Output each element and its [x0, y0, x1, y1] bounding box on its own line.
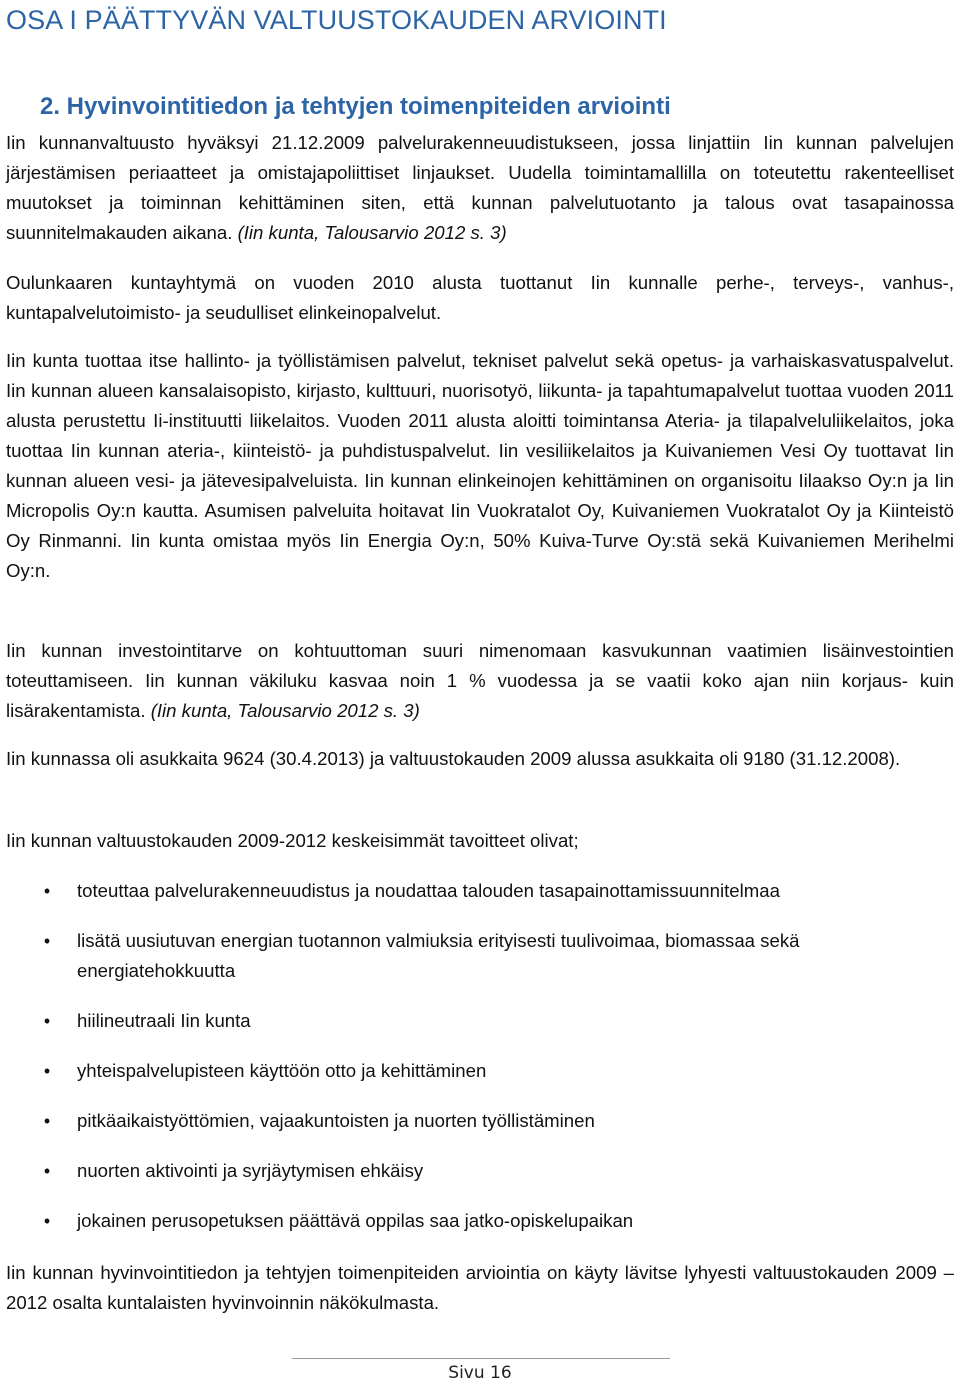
list-item-text: hiilineutraali Iin kunta	[77, 1010, 251, 1031]
paragraph-conclusion: Iin kunnan hyvinvointitiedon ja tehtyjen toimenpiteiden arviointia on käyty lävitse lyhyesti valtuustokauden 2009 – 2012 osalta kuntalaisten hyvinvoinnin näkökulmasta.	[6, 1262, 954, 1313]
page-title: OSA I PÄÄTTYVÄN VALTUUSTOKAUDEN ARVIOINTI	[6, 5, 667, 35]
bullet-icon: •	[43, 1111, 51, 1131]
page-number: Sivu 16	[448, 1363, 512, 1383]
bullet-icon: •	[43, 1161, 51, 1181]
list-item-text: lisätä uusiutuvan energian tuotannon valmiuksia erityisesti tuulivoimaa, biomassaa sekä energiatehokkuutta	[77, 930, 800, 981]
section-heading: 2. Hyvinvointitiedon ja tehtyjen toimenpiteiden arviointi	[40, 93, 671, 120]
bullet-icon: •	[43, 881, 51, 901]
paragraph-population: Iin kunnassa oli asukkaita 9624 (30.4.2013) ja valtuustokauden 2009 alussa asukkaita oli 9180 (31.12.2008).	[6, 748, 901, 769]
paragraph-oulunkaari: Oulunkaaren kuntayhtymä on vuoden 2010 alusta tuottanut Iin kunnalle perhe-, terveys-, vanhus-, kuntapalvelutoimisto- ja seudulliset elinkeinopalvelut.	[6, 272, 954, 323]
list-item-text: nuorten aktivointi ja syrjäytymisen ehkäisy	[77, 1160, 424, 1181]
paragraph-investments	[6, 636, 954, 726]
bullet-icon: •	[43, 1211, 51, 1231]
list-item-text: jokainen perusopetuksen päättävä oppilas saa jatko-opiskelupaikan	[77, 1210, 634, 1231]
citation: (Iin kunta, Talousarvio 2012 s. 3)	[150, 700, 420, 721]
list-item-text: pitkäaikaistyöttömien, vajaakuntoisten ja nuorten työllistäminen	[77, 1110, 595, 1131]
paragraph-services: Iin kunta tuottaa itse hallinto- ja työllistämisen palvelut, tekniset palvelut sekä opetus- ja varhaiskasvatuspalvelut. Iin kunnan alueen kansalaisopisto, kirjasto, kulttuuri, nuorisotyö, liikunta- ja tapahtumapalvelut tuottaa vuoden 2011 alusta perustettu Ii-instituutti liikelaitos. Vuoden 2011 alusta aloitti toimintansa Ateria- ja tilapalveluliikelaitos, joka tuottaa Iin kunnan ateria-, kiinteistö- ja puhdistuspalvelut. Iin vesiliikelaitos ja Kuivaniemen Vesi Oy tuottavat Iin kunnan alueen vesi- ja jätevesipalveluista. Iin kunnan elinkeinojen kehittäminen on organisoitu Iilaakso Oy:n ja Iin Micropolis Oy:n kautta. Asumisen palveluita hoitavat Iin Vuokratalot Oy, Kuivaniemen Vuokratalot Oy ja Kiinteistö Oy Rinmanni. Iin kunta omistaa myös Iin Energia Oy:n, 50% Kuiva-Turve Oy:stä sekä Kuivaniemen Merihelmi Oy:n.	[6, 350, 954, 581]
footer-divider	[292, 1358, 670, 1359]
paragraph-investments-text: Iin kunnan investointitarve on kohtuuttoman suuri nimenomaan kasvukunnan vaatimien lisäinvestointien toteuttamiseen. Iin kunnan väkiluku kasvaa noin 1 % vuodessa ja se vaatii koko ajan niin korjaus- kuin lisärakentamista.	[6, 640, 954, 721]
paragraph-reform-text: Iin kunnanvaltuusto hyväksyi 21.12.2009 palvelurakenneuudistukseen, jossa linjattiin Iin kunnan palvelujen järjestämisen periaatteet ja omistajapoliittiset linjaukset. Uudella toimintamallilla on toteutettu rakenteelliset muutokset ja toiminnan kehittäminen siten, että kunnan palvelutuotanto ja talous ovat tasapainossa suunnitelmakauden aikana.	[6, 132, 954, 243]
citation: (Iin kunta, Talousarvio 2012 s. 3)	[237, 222, 507, 243]
paragraph-reform	[6, 128, 954, 248]
bullet-icon: •	[43, 1011, 51, 1031]
paragraph-goals-intro: Iin kunnan valtuustokauden 2009-2012 keskeisimmät tavoitteet olivat;	[6, 830, 579, 851]
bullet-icon: •	[43, 1061, 51, 1081]
bullet-icon: •	[43, 931, 51, 951]
list-item-text: toteuttaa palvelurakenneuudistus ja noudattaa talouden tasapainottamissuunnitelmaa	[77, 880, 780, 901]
list-item-text: yhteispalvelupisteen käyttöön otto ja kehittäminen	[77, 1060, 487, 1081]
